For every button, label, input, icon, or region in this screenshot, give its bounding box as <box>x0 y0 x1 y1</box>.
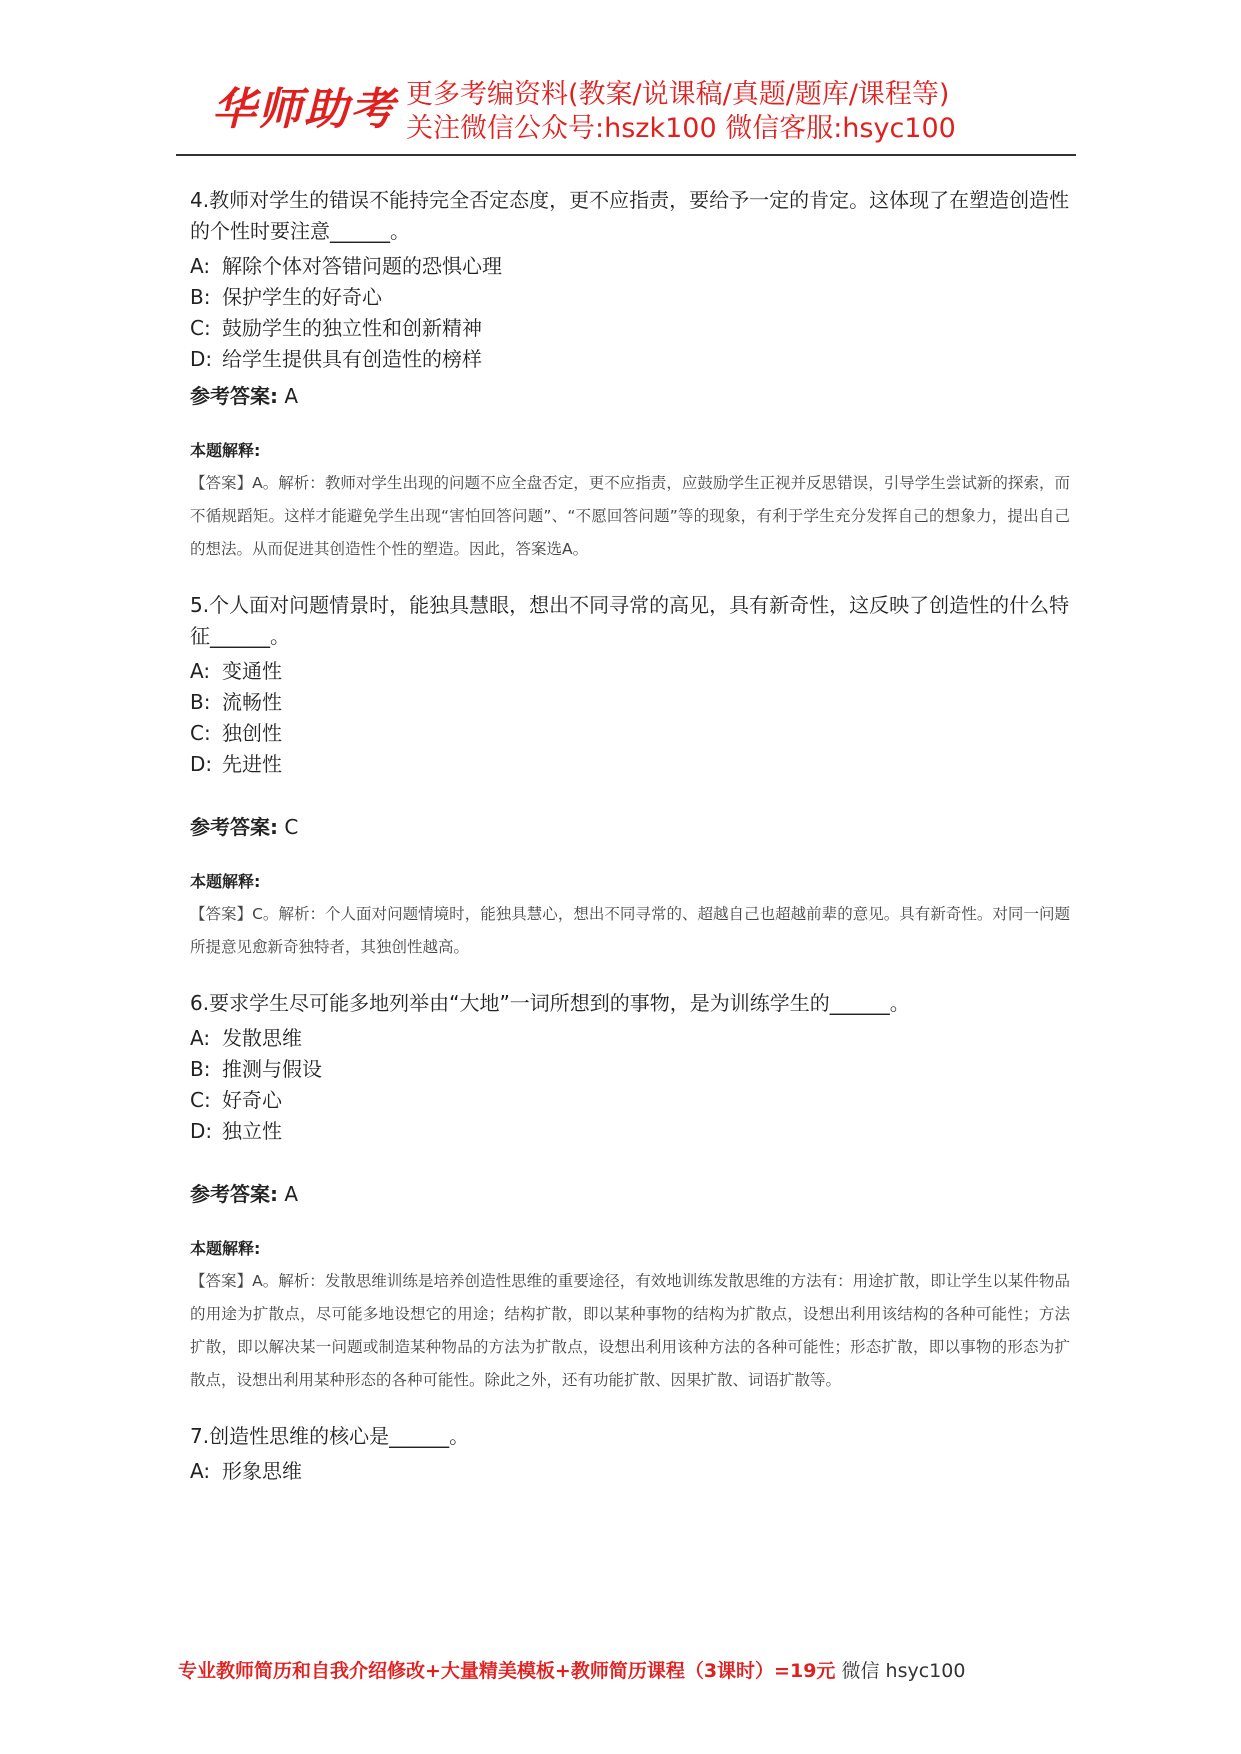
question-text: 5.个人面对问题情景时，能独具慧眼，想出不同寻常的高见，具有新奇性，这反映了创造性的什么特征______。 <box>190 593 1070 648</box>
option-a: A: 变通性 <box>190 659 282 683</box>
question-text: 6.要求学生尽可能多地列举由“大地”一词所想到的事物，是为训练学生的______。 <box>190 991 910 1015</box>
header-line-1: 更多考编资料(教案/说课稿/真题/题库/课程等) <box>406 79 950 110</box>
explanation-title: 本题解释: <box>190 441 261 460</box>
reference-answer: 参考答案: C <box>190 815 299 839</box>
option-a: A: 解除个体对答错问题的恐惧心理 <box>190 254 502 278</box>
explanation-text: 【答案】A。解析：教师对学生出现的问题不应全盘否定，更不应指责，应鼓励学生正视并反思错误，引导学生尝试新的探索，而不循规蹈矩。这样才能避免学生出现“害怕回答问题”、“不愿回答问题”等的现象，有利于学生充分发挥自己的想象力，提出自己的想法。从而促进其创造性个性的塑造。因此，答案选A。 <box>190 474 1070 558</box>
question-7 <box>190 1421 1070 1487</box>
question-text: 7.创造性思维的核心是______。 <box>190 1424 470 1448</box>
option-c: C: 好奇心 <box>190 1088 282 1112</box>
option-b: B: 保护学生的好奇心 <box>190 285 382 309</box>
option-b: B: 流畅性 <box>190 690 282 714</box>
option-d: D: 给学生提供具有创造性的榜样 <box>190 347 482 371</box>
explanation-text: 【答案】C。解析：个人面对问题情境时，能独具慧心，想出不同寻常的、超越自己也超越前辈的意见。具有新奇性。对同一问题所提意见愈新奇独特者，其独创性越高。 <box>190 905 1070 956</box>
question-5 <box>190 590 1070 964</box>
option-c: C: 独创性 <box>190 721 282 745</box>
explanation-title: 本题解释: <box>190 1239 261 1258</box>
option-a: A: 形象思维 <box>190 1459 302 1483</box>
footer-contact: 微信 hsyc100 <box>841 1660 966 1682</box>
header-divider <box>176 154 1076 156</box>
reference-answer: 参考答案: A <box>190 384 299 408</box>
footer-promo: 专业教师简历和自我介绍修改+大量精美模板+教师简历课程（3课时）=19元 <box>178 1660 836 1682</box>
question-content <box>190 185 1070 1487</box>
page-footer <box>178 1654 1078 1688</box>
option-d: D: 先进性 <box>190 752 282 776</box>
header-line-2: 关注微信公众号:hszk100 微信客服:hsyc100 <box>406 113 956 144</box>
option-b: B: 推测与假设 <box>190 1057 322 1081</box>
question-6 <box>190 988 1070 1397</box>
page-header <box>176 70 1076 150</box>
reference-answer: 参考答案: A <box>190 1182 299 1206</box>
header-info <box>406 78 956 146</box>
option-d: D: 独立性 <box>190 1119 282 1143</box>
option-a: A: 发散思维 <box>190 1026 302 1050</box>
explanation-text: 【答案】A。解析：发散思维训练是培养创造性思维的重要途径，有效地训练发散思维的方法有：用途扩散，即让学生以某件物品的用途为扩散点，尽可能多地设想它的用途；结构扩散，即以某种事物的结构为扩散点，设想出利用该结构的各种可能性；方法扩散，即以解决某一问题或制造某种物品的方法为扩散点，设想出利用该种方法的各种可能性；形态扩散，即以事物的形态为扩散点，设想出利用某种形态的各种可能性。除此之外，还有功能扩散、因果扩散、词语扩散等。 <box>190 1272 1070 1389</box>
explanation-title: 本题解释: <box>190 872 261 891</box>
brand-logo: 华师助考 <box>212 84 396 135</box>
question-4 <box>190 185 1070 566</box>
option-c: C: 鼓励学生的独立性和创新精神 <box>190 316 482 340</box>
question-text: 4.教师对学生的错误不能持完全否定态度，更不应指责，要给予一定的肯定。这体现了在塑造创造性的个性时要注意______。 <box>190 188 1070 243</box>
